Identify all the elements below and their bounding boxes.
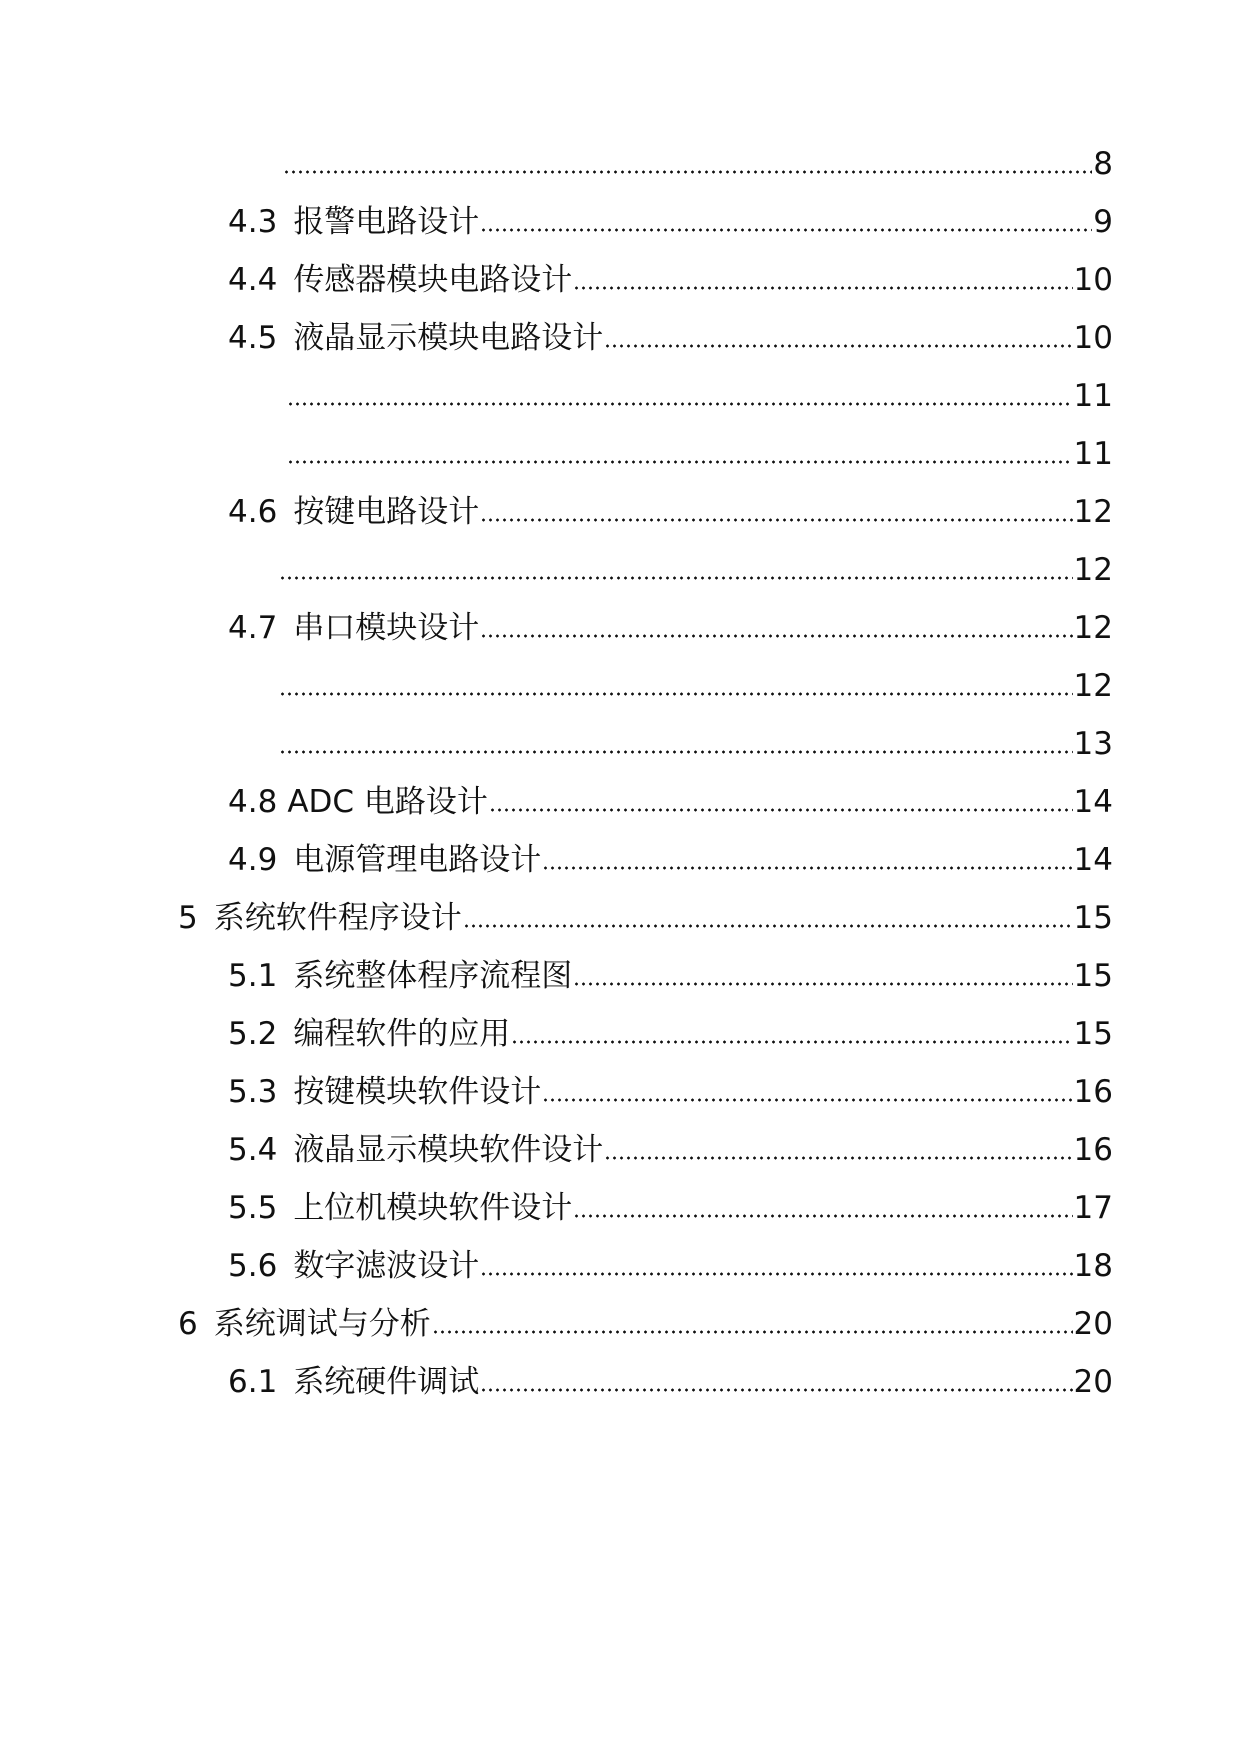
toc-entry-4-5[interactable] <box>228 314 1113 362</box>
toc-entry-4-3[interactable] <box>228 198 1113 246</box>
dot-leader <box>604 341 1072 351</box>
toc-page-number: 15 <box>1073 900 1113 936</box>
toc-page-number: 20 <box>1073 1364 1113 1400</box>
toc-page-number: 10 <box>1073 262 1113 298</box>
toc-section-number: 4.4 <box>228 262 278 298</box>
toc-page-number: 12 <box>1073 552 1113 588</box>
toc-entry-4-8[interactable] <box>228 778 1113 826</box>
dot-leader <box>279 573 1073 583</box>
toc-page-number: 13 <box>1073 726 1113 762</box>
dot-leader <box>573 283 1072 293</box>
toc-section-title: 液晶显示模块软件设计 <box>293 1132 604 1168</box>
dot-leader <box>604 1153 1072 1163</box>
toc-section-number: 4.3 <box>228 204 278 240</box>
dot-leader <box>279 689 1073 699</box>
toc-page-number: 15 <box>1073 1016 1113 1052</box>
dot-leader <box>432 1327 1073 1337</box>
toc-section-number: 6.1 <box>228 1364 278 1400</box>
toc-entry-5-5[interactable] <box>228 1184 1113 1232</box>
toc-section-number: 5 <box>178 900 198 936</box>
toc-section-title: 系统硬件调试 <box>293 1364 480 1400</box>
toc-entry-5-2[interactable] <box>228 1010 1113 1058</box>
toc-section-title: 报警电路设计 <box>293 204 480 240</box>
dot-leader <box>287 399 1073 409</box>
toc-entry-5-6[interactable] <box>228 1242 1113 1290</box>
toc-section-number: 5.4 <box>228 1132 278 1168</box>
dot-leader <box>511 1037 1072 1047</box>
dot-leader <box>463 921 1073 931</box>
dot-leader <box>573 1211 1072 1221</box>
toc-section-title: 串口模块设计 <box>293 610 480 646</box>
toc-entry-4-7[interactable] <box>228 604 1113 652</box>
toc-section-title: 上位机模块软件设计 <box>293 1190 573 1226</box>
toc-page-number: 9 <box>1093 204 1113 240</box>
toc-page-number: 14 <box>1073 784 1113 820</box>
toc-page-number: 12 <box>1073 494 1113 530</box>
toc-page-number: 20 <box>1073 1306 1113 1342</box>
toc-entry-continuation[interactable] <box>282 140 1113 188</box>
toc-page-number: 16 <box>1073 1074 1113 1110</box>
toc-entry-continuation[interactable] <box>286 372 1113 420</box>
toc-section-title: 电源管理电路设计 <box>293 842 542 878</box>
dot-leader <box>480 515 1072 525</box>
toc-page-number: 15 <box>1073 958 1113 994</box>
toc-section-title: 按键电路设计 <box>293 494 480 530</box>
toc-section-number: 4.7 <box>228 610 278 646</box>
toc-section-number: 5.1 <box>228 958 278 994</box>
toc-section-number: 5.3 <box>228 1074 278 1110</box>
dot-leader <box>480 225 1092 235</box>
toc-page-number: 11 <box>1073 378 1113 414</box>
toc-entry-5-1[interactable] <box>228 952 1113 1000</box>
toc-section-title: 液晶显示模块电路设计 <box>293 320 604 356</box>
toc-page-number: 18 <box>1073 1248 1113 1284</box>
toc-entry-4-4[interactable] <box>228 256 1113 304</box>
toc-page-number: 16 <box>1073 1132 1113 1168</box>
dot-leader <box>542 1095 1072 1105</box>
toc-section-number: 4.8 <box>228 784 278 820</box>
dot-leader <box>279 747 1073 757</box>
toc-entry-5[interactable] <box>178 894 1113 942</box>
toc-section-number: 4.9 <box>228 842 278 878</box>
toc-entry-6[interactable] <box>178 1300 1113 1348</box>
dot-leader <box>573 979 1072 989</box>
toc-section-title: 传感器模块电路设计 <box>293 262 573 298</box>
toc-page-number: 8 <box>1093 146 1113 182</box>
toc-entry-continuation[interactable] <box>278 720 1113 768</box>
toc-section-title: 系统调试与分析 <box>213 1306 431 1342</box>
dot-leader <box>480 1385 1072 1395</box>
toc-page-number: 14 <box>1073 842 1113 878</box>
dot-leader <box>287 457 1073 467</box>
toc-page-number: 10 <box>1073 320 1113 356</box>
toc-entry-4-9[interactable] <box>228 836 1113 884</box>
toc-entry-continuation[interactable] <box>278 546 1113 594</box>
toc-page-number: 11 <box>1073 436 1113 472</box>
toc-page-number: 12 <box>1073 668 1113 704</box>
toc-section-title: 按键模块软件设计 <box>293 1074 542 1110</box>
toc-page-number: 12 <box>1073 610 1113 646</box>
toc-entry-5-3[interactable] <box>228 1068 1113 1116</box>
toc-section-title: 编程软件的应用 <box>293 1016 511 1052</box>
toc-section-number: 5.5 <box>228 1190 278 1226</box>
toc-section-number: 4.6 <box>228 494 278 530</box>
toc-entry-continuation[interactable] <box>286 430 1113 478</box>
toc-section-number: 6 <box>178 1306 198 1342</box>
toc-entry-6-1[interactable] <box>228 1358 1113 1406</box>
toc-section-title: ADC 电路设计 <box>287 784 488 820</box>
dot-leader <box>489 805 1073 815</box>
toc-entry-5-4[interactable] <box>228 1126 1113 1174</box>
toc-entry-4-6[interactable] <box>228 488 1113 536</box>
toc-page-number: 17 <box>1073 1190 1113 1226</box>
dot-leader <box>542 863 1072 873</box>
dot-leader <box>480 1269 1072 1279</box>
toc-entry-continuation[interactable] <box>278 662 1113 710</box>
toc-section-title: 系统整体程序流程图 <box>293 958 573 994</box>
toc-section-number: 5.6 <box>228 1248 278 1284</box>
dot-leader <box>283 167 1092 177</box>
toc-section-number: 5.2 <box>228 1016 278 1052</box>
toc-section-title: 系统软件程序设计 <box>213 900 462 936</box>
toc-section-title: 数字滤波设计 <box>293 1248 480 1284</box>
toc-section-number: 4.5 <box>228 320 278 356</box>
dot-leader <box>480 631 1072 641</box>
